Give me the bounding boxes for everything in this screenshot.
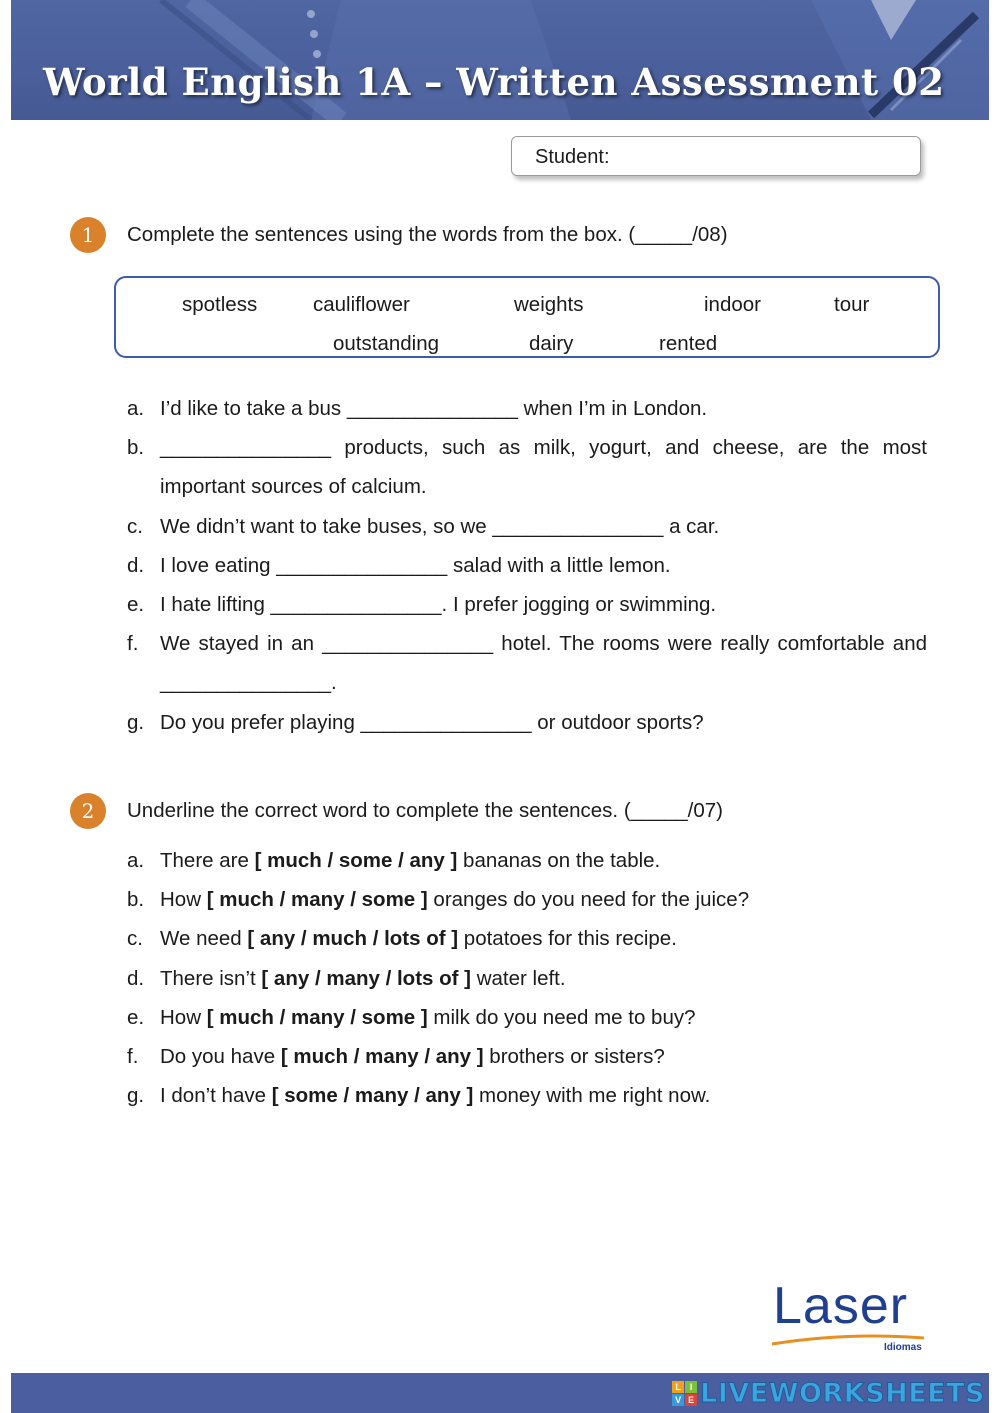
header-banner <box>11 0 989 120</box>
word-bank-item: spotless <box>182 293 258 316</box>
logo-subtitle: Idiomas <box>884 1342 922 1353</box>
page-title: World English 1A – Written Assessment 02 <box>43 60 945 104</box>
item-text-after: milk do you need me to buy? <box>427 1005 696 1029</box>
list-item <box>127 841 927 880</box>
student-name-field[interactable] <box>511 136 921 176</box>
logo-wordmark: Laser <box>773 1277 909 1335</box>
item-text-before: How <box>160 888 207 912</box>
item-letter: d. <box>127 966 145 990</box>
footer-bar <box>11 1373 989 1413</box>
item-text-after: oranges do you need for the juice? <box>427 888 750 912</box>
list-item <box>127 919 927 958</box>
item-text: Do you prefer playing _______________ or outdoor sports? <box>160 710 704 734</box>
answer-options[interactable]: [ some / many / any ] <box>271 1084 474 1108</box>
question-1-instruction: Complete the sentences using the words from the box. (_____/08) <box>127 223 728 246</box>
item-letter: e. <box>127 593 145 617</box>
question-2-instruction: Underline the correct word to complete the sentences. (_____/07) <box>127 799 723 822</box>
item-text: I’d like to take a bus _______________ when I’m in London. <box>160 397 708 420</box>
item-letter: e. <box>127 1005 145 1029</box>
list-item <box>127 1076 927 1115</box>
badge-letter: I <box>685 1381 697 1393</box>
badge-letter: L <box>672 1381 684 1393</box>
list-item[interactable] <box>127 428 927 506</box>
item-letter: c. <box>127 927 143 951</box>
word-bank-item: tour <box>834 293 870 316</box>
list-item[interactable] <box>127 546 927 585</box>
item-text-after: brothers or sisters? <box>483 1045 665 1069</box>
item-letter: c. <box>127 514 143 538</box>
item-letter: a. <box>127 849 145 872</box>
word-bank-item: cauliflower <box>313 293 410 316</box>
laser-logo <box>768 1277 928 1357</box>
answer-options[interactable]: [ any / many / lots of ] <box>261 966 471 990</box>
item-text-after: potatoes for this recipe. <box>458 927 677 951</box>
item-text: We stayed in an _______________ hotel. The rooms were really comfortable and _______________. <box>160 632 927 695</box>
word-bank-item: dairy <box>529 332 574 355</box>
word-bank-item: weights <box>514 293 584 316</box>
answer-options[interactable]: [ much / many / some ] <box>206 888 428 912</box>
item-letter: g. <box>127 710 145 734</box>
item-text: _______________ products, such as milk, yogurt, and cheese, are the most important sources of calcium. <box>160 436 927 499</box>
item-text: I hate lifting _______________. I prefer jogging or swimming. <box>160 593 717 617</box>
question-1-badge: 1 <box>70 217 106 253</box>
item-text-after: water left. <box>471 966 566 990</box>
item-text-after: money with me right now. <box>473 1084 711 1108</box>
list-item[interactable] <box>127 703 927 742</box>
liveworksheets-brand[interactable] <box>672 1377 985 1409</box>
list-item[interactable] <box>127 389 927 428</box>
liveworksheets-text: LIVEWORKSHEETS <box>700 1377 985 1409</box>
list-item[interactable] <box>127 585 927 624</box>
item-letter: a. <box>127 397 145 420</box>
word-bank-item: rented <box>659 332 718 355</box>
item-letter: b. <box>127 436 145 460</box>
item-text-after: bananas on the table. <box>457 849 661 872</box>
item-text-before: I don’t have <box>160 1084 272 1108</box>
list-item <box>127 1037 927 1076</box>
question-2-badge: 2 <box>70 793 106 829</box>
list-item[interactable] <box>127 624 927 702</box>
badge-letter: V <box>672 1394 684 1406</box>
item-letter: f. <box>127 1045 139 1069</box>
item-letter: g. <box>127 1084 145 1108</box>
question-2-items <box>127 841 927 1115</box>
item-text-before: How <box>160 1005 207 1029</box>
list-item <box>127 998 927 1037</box>
liveworksheets-badge-icon <box>672 1381 697 1406</box>
list-item <box>127 880 927 919</box>
item-text-before: There isn’t <box>160 966 262 990</box>
badge-letter: E <box>685 1394 697 1406</box>
student-label: Student: <box>535 146 610 168</box>
word-bank-item: indoor <box>704 293 761 316</box>
item-letter: b. <box>127 888 145 912</box>
answer-options[interactable]: [ much / many / some ] <box>206 1005 428 1029</box>
answer-options[interactable]: [ much / many / any ] <box>280 1045 484 1069</box>
answer-options[interactable]: [ much / some / any ] <box>254 849 458 872</box>
question-1-items <box>127 389 927 742</box>
item-text-before: There are <box>160 849 255 872</box>
answer-options[interactable]: [ any / much / lots of ] <box>247 927 459 951</box>
item-letter: f. <box>127 632 139 656</box>
item-letter: d. <box>127 553 145 577</box>
item-text: We didn’t want to take buses, so we _______________ a car. <box>160 514 720 538</box>
item-text: I love eating _______________ salad with a little lemon. <box>160 553 671 577</box>
item-text-before: We need <box>160 927 248 951</box>
list-item[interactable] <box>127 507 927 546</box>
list-item <box>127 959 927 998</box>
item-text-before: Do you have <box>160 1045 281 1069</box>
word-bank-item: outstanding <box>333 332 440 355</box>
word-bank-box <box>114 276 940 358</box>
